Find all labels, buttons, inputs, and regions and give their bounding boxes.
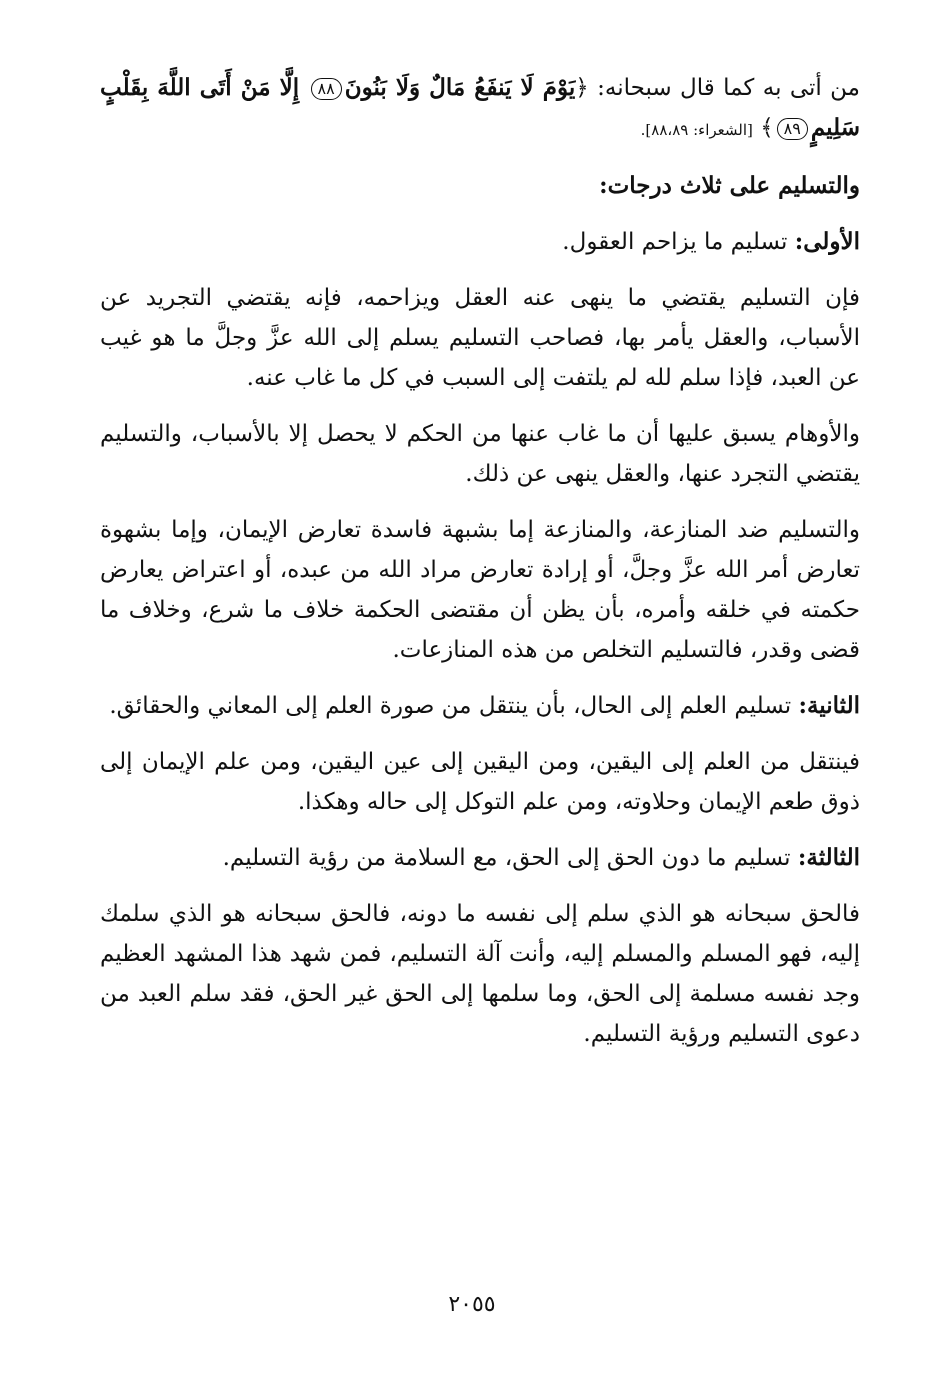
verse-citation: [الشعراء: ٨٨،٨٩]. (640, 121, 753, 139)
ayah-number-89: ٨٩ (777, 118, 808, 140)
paragraph-2: والأوهام يسبق عليها أن ما غاب عنها من الحكم لا يحصل إلا بالأسباب، والتسليم يقتضي التجرد عنها، والعقل ينهى عن ذلك. (100, 421, 860, 487)
verse-88: يَوْمَ لَا يَنفَعُ مَالٌ وَلَا بَنُونَ (344, 74, 576, 101)
quote-intro: من أتى به كما قال سبحانه: (588, 75, 860, 101)
section-heading: والتسليم على ثلاث درجات: (599, 172, 860, 199)
paragraph-1: فإن التسليم يقتضي ما ينهى عنه العقل ويزاحمه، فإنه يقتضي التجريد عن الأسباب، والعقل يأمر بها، فصاحب التسليم يسلم إلى الله عزَّ وجلَّ ما هو غيب عن العبد، فإذا سلم لله لم يلتفت إلى السبب في كل ما غاب عنه. (100, 285, 860, 391)
quran-close-bracket: ﴾ (760, 115, 774, 141)
degree-second-text: تسليم العلم إلى الحال، بأن ينتقل من صورة العلم إلى المعاني والحقائق. (109, 693, 799, 719)
paragraph-5: فالحق سبحانه هو الذي سلم إلى نفسه ما دونه، فالحق سبحانه هو الذي سلمك إليه، فهو المسلم والمسلم إليه، وأنت آلة التسليم، فمن شهد هذا المشهد العظيم وجد نفسه مسلمة إلى الحق، وما سلمها إلى الحق غير الحق، فقد سلم العبد من دعوى التسليم ورؤية التسليم. (100, 901, 860, 1047)
degree-second-label: الثانية: (798, 692, 860, 719)
quran-open-bracket: ﴿ (575, 75, 589, 101)
degree-first-label: الأولى: (794, 228, 860, 255)
degree-third-text: تسليم ما دون الحق إلى الحق، مع السلامة من رؤية التسليم. (222, 845, 798, 871)
degree-second (100, 686, 860, 726)
ayah-number-88: ٨٨ (311, 78, 342, 100)
paragraph-4: فينتقل من العلم إلى اليقين، ومن اليقين إلى عين اليقين، ومن علم الإيمان إلى ذوق طعم الإيمان وحلاوته، ومن علم التوكل إلى حاله وهكذا. (100, 749, 860, 815)
degree-first-text: تسليم ما يزاحم العقول. (562, 229, 795, 255)
page-body (100, 68, 860, 1070)
degree-third (100, 838, 860, 878)
degree-third-label: الثالثة: (797, 844, 860, 871)
verse-89: إِلَّا مَنْ أَتَى اللَّهَ بِقَلْبٍ سَلِيمٍ (100, 74, 860, 141)
quran-quote-paragraph (100, 68, 860, 150)
page-number: ٢٠٥٥ (448, 1292, 496, 1317)
paragraph-3: والتسليم ضد المنازعة، والمنازعة إما بشبهة فاسدة تعارض الإيمان، وإما بشهوة تعارض أمر الله عزَّ وجلَّ، أو إرادة تعارض مراد الله من عبده، أو اعتراض يعارض حكمته في خلقه وأمره، بأن يظن أن مقتضى الحكمة خلاف ما شرع، وخلاف ما قضى وقدر، فالتسليم التخلص من هذه المنازعات. (100, 517, 860, 663)
degree-first (100, 222, 860, 262)
